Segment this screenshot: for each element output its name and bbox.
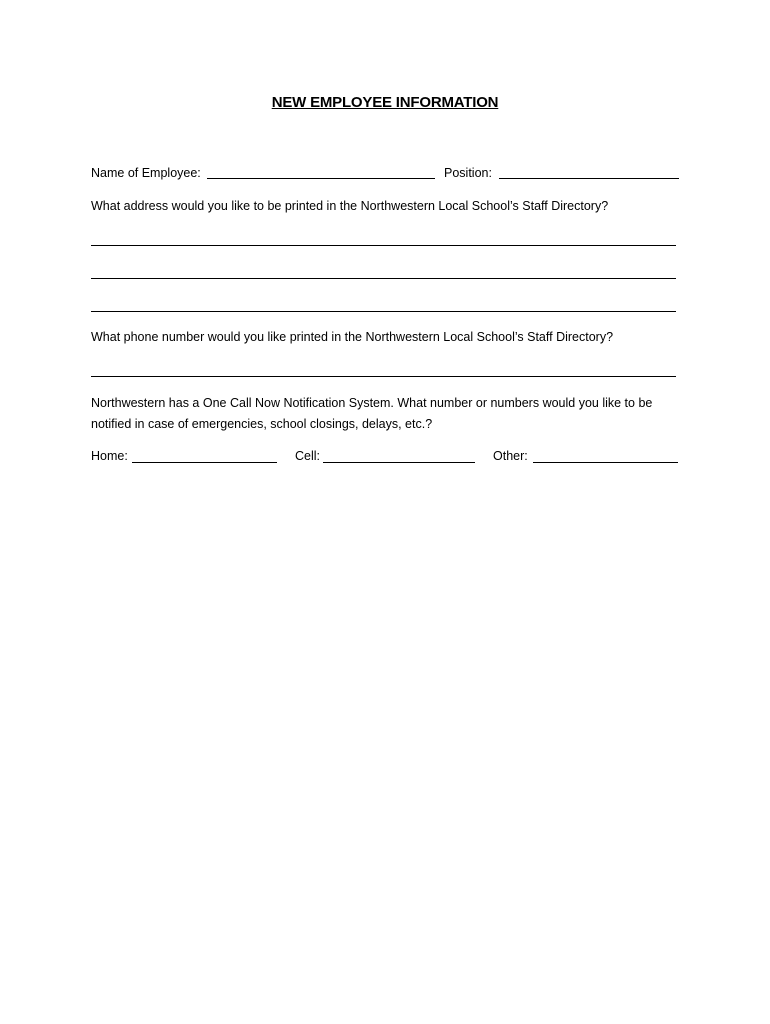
phone-question: What phone number would you like printed in the Northwestern Local School’s Staff Directory? — [91, 330, 614, 344]
address-question: What address would you like to be printed in the Northwestern Local School’s Staff Directory? — [91, 199, 609, 213]
address-line-3[interactable] — [91, 311, 676, 312]
name-of-employee-label: Name of Employee: — [91, 166, 201, 180]
other-label: Other: — [493, 449, 528, 463]
notification-text-line-1: Northwestern has a One Call Now Notification System. What number or numbers would you like to be — [91, 396, 653, 410]
cell-label: Cell: — [295, 449, 321, 463]
address-line-1[interactable] — [91, 245, 676, 246]
cell-phone-field[interactable] — [323, 462, 475, 463]
phone-number-line[interactable] — [91, 376, 676, 377]
position-field[interactable] — [499, 178, 679, 179]
name-of-employee-field[interactable] — [207, 178, 435, 179]
other-phone-field[interactable] — [533, 462, 678, 463]
notification-text-line-2: notified in case of emergencies, school closings, delays, etc.? — [91, 417, 433, 431]
address-line-2[interactable] — [91, 278, 676, 279]
position-label: Position: — [444, 166, 492, 180]
page-title: NEW EMPLOYEE INFORMATION — [271, 94, 499, 111]
home-label: Home: — [91, 449, 128, 463]
home-phone-field[interactable] — [132, 462, 277, 463]
